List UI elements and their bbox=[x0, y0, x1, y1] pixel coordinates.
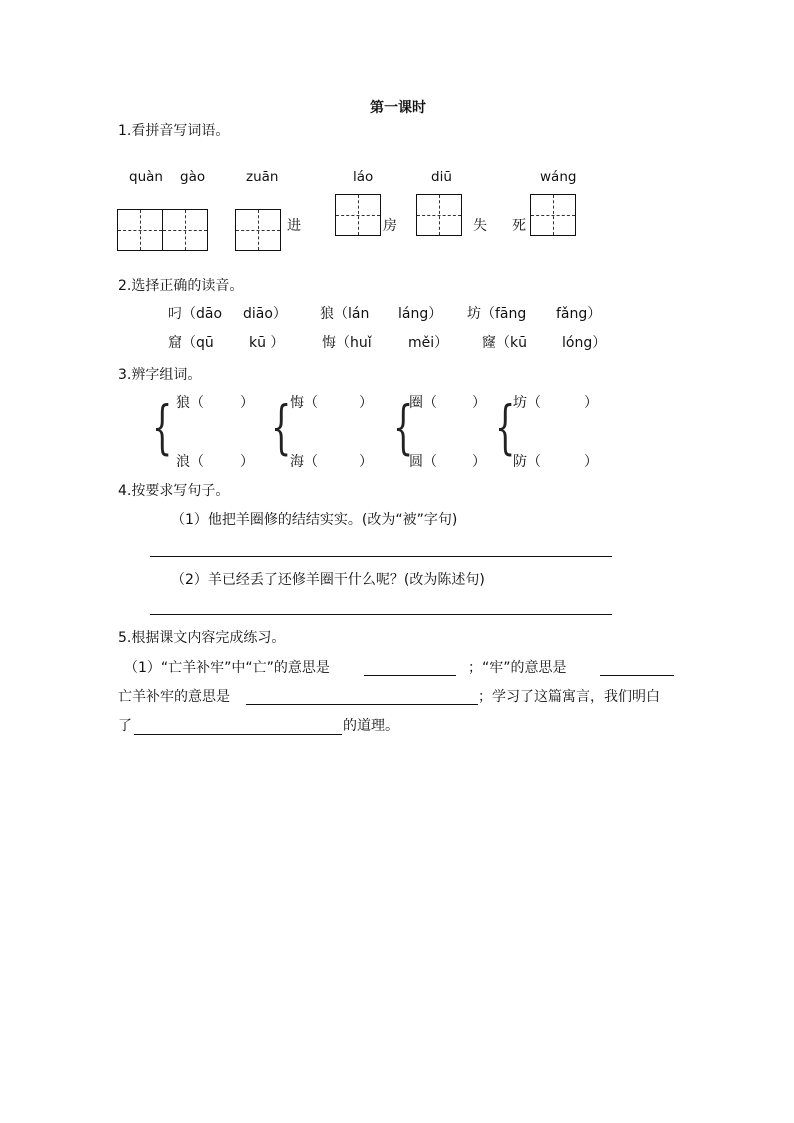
q3-top-2: 悔（ bbox=[290, 395, 318, 411]
q3-top-3-close: ） bbox=[472, 395, 486, 411]
q3-bot-1-close: ） bbox=[240, 454, 254, 470]
blank-wang-meaning[interactable] bbox=[364, 675, 456, 676]
q2-r1-d: láng） bbox=[398, 306, 443, 322]
q2-r1-a: 叼（dāo bbox=[168, 306, 223, 322]
q5-line3-b: 的道理。 bbox=[343, 718, 399, 734]
writing-grid-2[interactable] bbox=[162, 209, 208, 251]
q5-line2-b: ；学习了这篇寓言，我们明白 bbox=[478, 689, 660, 705]
brace-3: { bbox=[393, 393, 414, 461]
q4-item-2: （2）羊已经丢了还修羊圈干什么呢？(改为陈述句) bbox=[171, 572, 485, 588]
pinyin-6: wáng bbox=[540, 169, 577, 185]
q2-r1-c: 狼（lán bbox=[320, 306, 370, 322]
q3-bot-4-close: ） bbox=[584, 454, 598, 470]
char-shi: 失 bbox=[473, 218, 487, 234]
q4-heading: 4.按要求写句子。 bbox=[118, 483, 230, 499]
q5-line1-b: ；“牢”的意思是 bbox=[468, 660, 567, 676]
q3-top-2-close: ） bbox=[359, 395, 373, 411]
q2-r2-c: 悔（huǐ bbox=[322, 335, 372, 351]
q5-line2-a: 亡羊补牢的意思是 bbox=[118, 689, 230, 705]
writing-grid-4[interactable] bbox=[335, 194, 381, 236]
char-si: 死 bbox=[512, 218, 526, 234]
q2-heading: 2.选择正确的读音。 bbox=[118, 278, 244, 294]
q3-top-4-close: ） bbox=[584, 395, 598, 411]
q3-heading: 3.辨字组词。 bbox=[118, 367, 202, 383]
pinyin-3: zuān bbox=[246, 169, 279, 185]
q3-bot-2: 海（ bbox=[290, 454, 318, 470]
q3-bot-3: 圆（ bbox=[409, 454, 437, 470]
q2-r2-f: lóng） bbox=[562, 335, 607, 351]
q2-r1-e: 坊（fāng bbox=[467, 306, 527, 322]
pinyin-4: láo bbox=[353, 169, 374, 185]
answer-line-4-1[interactable] bbox=[150, 556, 612, 557]
q3-bot-3-close: ） bbox=[472, 454, 486, 470]
blank-lesson[interactable] bbox=[134, 734, 342, 735]
blank-lao-meaning[interactable] bbox=[600, 675, 674, 676]
q3-bot-4: 防（ bbox=[513, 454, 541, 470]
writing-grid-6[interactable] bbox=[530, 194, 576, 236]
q3-bot-1: 浪（ bbox=[176, 454, 204, 470]
q5-heading: 5.根据课文内容完成练习。 bbox=[118, 630, 286, 646]
writing-grid-3[interactable] bbox=[235, 209, 281, 251]
q3-top-4: 坊（ bbox=[513, 395, 541, 411]
q5-line3-a: 了 bbox=[118, 718, 132, 734]
writing-grid-1[interactable] bbox=[117, 209, 163, 251]
answer-line-4-2[interactable] bbox=[150, 614, 612, 615]
q2-r1-f: fǎng） bbox=[556, 306, 602, 322]
q1-heading: 1.看拼音写词语。 bbox=[118, 123, 230, 139]
pinyin-5: diū bbox=[431, 169, 452, 185]
brace-2: { bbox=[271, 393, 292, 461]
q3-top-1: 狼（ bbox=[176, 395, 204, 411]
q3-bot-2-close: ） bbox=[359, 454, 373, 470]
brace-4: { bbox=[495, 393, 516, 461]
writing-grid-5[interactable] bbox=[416, 194, 462, 236]
char-fang: 房 bbox=[383, 218, 397, 234]
q2-r2-e: 窿（kū bbox=[482, 335, 527, 351]
q2-r1-b: diāo） bbox=[243, 306, 287, 322]
blank-idiom-meaning[interactable] bbox=[246, 704, 478, 705]
q2-r2-b: kū ） bbox=[249, 335, 285, 351]
char-jin: 进 bbox=[287, 218, 301, 234]
q5-line1-a: （1）“亡羊补牢”中“亡”的意思是 bbox=[124, 660, 330, 676]
q3-top-3: 圈（ bbox=[409, 395, 437, 411]
pinyin-1: quàn bbox=[129, 169, 163, 185]
q2-r2-a: 窟（qū bbox=[168, 335, 214, 351]
q2-r2-d: měi） bbox=[408, 335, 449, 351]
q3-top-1-close: ） bbox=[240, 395, 254, 411]
page-title: 第一课时 bbox=[370, 100, 426, 116]
pinyin-2: gào bbox=[180, 169, 206, 185]
brace-1: { bbox=[152, 393, 173, 461]
q4-item-1: （1）他把羊圈修的结结实实。(改为“被”字句) bbox=[171, 512, 458, 528]
